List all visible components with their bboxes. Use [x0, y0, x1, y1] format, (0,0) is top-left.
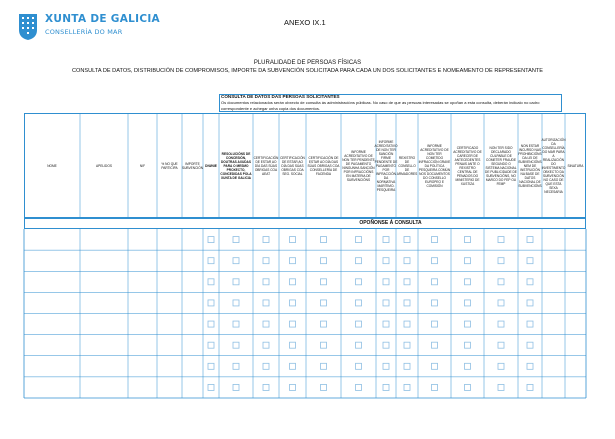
oppose-checkbox[interactable] [432, 384, 438, 390]
oppose-checkbox[interactable] [383, 321, 389, 327]
column-header: NON ESTAR INCURSO NAS PROHIBICIÓNS DA LEI DE SUBVENCIÓNS NEM DE INSTRUCIÓN NA BASE DE DATOS NACIONAL DE SUBVENCIÓNS [518, 143, 542, 188]
oppose-checkbox[interactable] [290, 300, 296, 306]
column-header: NOME [47, 163, 57, 168]
column-header: CERTIFICACIÓN DE ESTAR AO DÍA DAS SÚAS OBRIGAS COA CONSELLERÍA DE FACENDA [307, 155, 340, 176]
oppose-checkbox[interactable] [321, 279, 327, 285]
org-name: XUNTA DE GALICIA [45, 13, 160, 25]
oppose-checkbox[interactable] [208, 384, 214, 390]
oppose-checkbox[interactable] [404, 300, 410, 306]
document-subtitle: CONSULTA DE DATOS, DISTRIBUCIÓN DE COMPROMISOS, IMPORTE DA SUBVENCIÓN SOLICITADA PARA CADA UN DOS SOLICITANTES E NOMEAMENTO DE REPRESENTANTE [71, 68, 544, 74]
oppose-checkbox[interactable] [356, 237, 362, 243]
oppose-checkbox[interactable] [498, 300, 504, 306]
oppose-checkbox[interactable] [356, 342, 362, 348]
column-header: CERTIFICACIÓN DE ESTAR AO DÍA DAS SÚAS OBRIGAS COA SEG. SOCIAL [280, 155, 305, 176]
oppose-checkbox[interactable] [208, 363, 214, 369]
oppose-checkbox[interactable] [263, 279, 269, 285]
column-header: NIF [139, 163, 146, 168]
oppose-checkbox[interactable] [432, 321, 438, 327]
oppose-checkbox[interactable] [321, 363, 327, 369]
oppose-checkbox[interactable] [356, 279, 362, 285]
oppose-checkbox[interactable] [356, 363, 362, 369]
oppose-checkbox[interactable] [404, 363, 410, 369]
oppose-checkbox[interactable] [233, 258, 239, 264]
oppose-checkbox[interactable] [527, 279, 533, 285]
oppose-checkbox[interactable] [321, 384, 327, 390]
oppose-checkbox[interactable] [290, 279, 296, 285]
oppose-checkbox[interactable] [263, 258, 269, 264]
oppose-checkbox[interactable] [404, 342, 410, 348]
oppose-checkbox[interactable] [465, 384, 471, 390]
oppose-checkbox[interactable] [233, 342, 239, 348]
oppose-checkbox[interactable] [498, 363, 504, 369]
oppose-checkbox[interactable] [263, 342, 269, 348]
oppose-checkbox[interactable] [404, 237, 410, 243]
oppose-checkbox[interactable] [208, 258, 214, 264]
oppose-checkbox[interactable] [465, 279, 471, 285]
oppose-checkbox[interactable] [233, 321, 239, 327]
oppose-checkbox[interactable] [263, 321, 269, 327]
oppose-checkbox[interactable] [383, 237, 389, 243]
column-header: APELIDOS [96, 163, 112, 168]
oppose-checkbox[interactable] [465, 258, 471, 264]
oppose-checkbox[interactable] [383, 279, 389, 285]
oppose-checkbox[interactable] [527, 342, 533, 348]
column-header: INFORME ACREDITATIVO DE NON TER PENDENTE DE PAGAMENTO NINGUNHA SANCIÓN POR INFRACCIÓNS EN MATERIA DE SUBVENCIÓNS [342, 149, 375, 182]
column-header: REXISTRO DE CONSELLO DE ARMADORES [396, 155, 418, 176]
oppose-checkbox[interactable] [498, 321, 504, 327]
oppose-checkbox[interactable] [321, 237, 327, 243]
oppose-checkbox[interactable] [404, 279, 410, 285]
oppose-label: OPOÑONSE Á CONSULTA [359, 220, 422, 226]
oppose-checkbox[interactable] [498, 342, 504, 348]
oppose-checkbox[interactable] [321, 258, 327, 264]
oppose-checkbox[interactable] [208, 321, 214, 327]
oppose-checkbox[interactable] [527, 258, 533, 264]
oppose-checkbox[interactable] [498, 258, 504, 264]
column-header: SINATURA [567, 163, 584, 168]
document-title: PLURALIDADE DE PERSOAS FÍSICAS [253, 60, 362, 66]
oppose-checkbox[interactable] [432, 342, 438, 348]
oppose-checkbox[interactable] [383, 258, 389, 264]
column-header: CERTIFICACIÓN DE ESTAR AO DÍA DAS SÚAS OBRIGAS COA AEAT [253, 155, 279, 176]
oppose-checkbox[interactable] [233, 279, 239, 285]
oppose-checkbox[interactable] [356, 258, 362, 264]
column-header: % NO QUE PARTICIPA [161, 161, 178, 170]
oppose-checkbox[interactable] [356, 384, 362, 390]
oppose-checkbox[interactable] [432, 237, 438, 243]
column-header: NON TER SIDO DECLARADO CULPABLE DE COMETER FRAUDE SEGUNDO O SISTEMA NACIONAL DE PUBLICIDADE DE SUBVENCIÓNS, NO MARCO DO FEP OU FEMP [485, 145, 517, 186]
oppose-checkbox[interactable] [527, 237, 533, 243]
oppose-checkbox[interactable] [233, 384, 239, 390]
consulta-text: Os documentos relacionados serán obxecto de consulta ás administracións públicas. No caso de que as persoas interesadas se opoñan a esta consulta, deberán indicalo no cadro correspondente e achegar unha copia dos documentos. [221, 100, 540, 111]
column-header: CERTIFICADO ACREDITATIVO DE CARECER DE ANTECEDENTES PENAIS ANTE O REXISTRO CENTRAL DE PENADOS DO MINISTERIO DE XUSTIZA [453, 145, 482, 186]
column-header: INFORME ACREDITATIVO DE NON TER COMETIDO INFRACCIÓN GRAVE DA POLÍTICA PESQUEIRA COMÚN NOS DOCUMENTOS DO CONSELLO EUROPEO E COMISIÓN [418, 143, 451, 188]
oppose-checkbox[interactable] [432, 300, 438, 306]
oppose-checkbox[interactable] [208, 279, 214, 285]
oppose-checkbox[interactable] [356, 321, 362, 327]
oppose-checkbox[interactable] [383, 300, 389, 306]
oppose-checkbox[interactable] [432, 258, 438, 264]
oppose-checkbox[interactable] [404, 321, 410, 327]
column-header: IMPORTE SUBVENCIÓN [181, 161, 204, 170]
column-header: RESOLUCIÓNS DE CONCESIÓN, DOUTRAS AXUDAS PARA O MESMO PROXECTO, CONCEDIDAS POLA XUNTA DE GALICIA [220, 151, 252, 180]
oppose-checkbox[interactable] [432, 279, 438, 285]
oppose-checkbox[interactable] [321, 321, 327, 327]
oppose-checkbox[interactable] [208, 342, 214, 348]
oppose-checkbox[interactable] [465, 342, 471, 348]
oppose-checkbox[interactable] [498, 237, 504, 243]
oppose-checkbox[interactable] [290, 384, 296, 390]
oppose-checkbox[interactable] [527, 363, 533, 369]
oppose-checkbox[interactable] [290, 321, 296, 327]
oppose-checkbox[interactable] [465, 237, 471, 243]
oppose-checkbox[interactable] [233, 237, 239, 243]
oppose-checkbox[interactable] [404, 258, 410, 264]
oppose-checkbox[interactable] [233, 300, 239, 306]
oppose-checkbox[interactable] [208, 300, 214, 306]
oppose-checkbox[interactable] [263, 384, 269, 390]
oppose-checkbox[interactable] [290, 237, 296, 243]
oppose-checkbox[interactable] [290, 258, 296, 264]
oppose-checkbox[interactable] [498, 279, 504, 285]
column-header: DNI/NIE [205, 163, 217, 168]
column-header: INFORME ACREDITATIVO DE NON TER SANCIÓN FIRME PENDENTE DE PAGAMENTO POR INFRACCIÓN DA NORMATIVA MARÍTIMO-PESQUEIRA [374, 139, 398, 192]
oppose-checkbox[interactable] [465, 300, 471, 306]
oppose-checkbox[interactable] [527, 321, 533, 327]
oppose-checkbox[interactable] [527, 300, 533, 306]
oppose-checkbox[interactable] [527, 384, 533, 390]
oppose-checkbox[interactable] [465, 363, 471, 369]
oppose-checkbox[interactable] [208, 237, 214, 243]
oppose-checkbox[interactable] [383, 363, 389, 369]
oppose-checkbox[interactable] [263, 237, 269, 243]
consulta-title: CONSULTA DE DATOS DAS PERSOAS SOLICITANTES [221, 94, 340, 99]
oppose-checkbox[interactable] [356, 300, 362, 306]
oppose-checkbox[interactable] [321, 342, 327, 348]
oppose-checkbox[interactable] [290, 363, 296, 369]
oppose-checkbox[interactable] [432, 363, 438, 369]
org-department: CONSELLERÍA DO MAR [45, 28, 123, 36]
oppose-checkbox[interactable] [465, 321, 471, 327]
column-header: AUTORIZACIÓN DA CONSELLERÍA DO MAR PARA A REALIZACIÓN DO INVESTIMENTO OBXECTO DA SUBVENCIÓN NO CASO DE QUE ESTA SEXA NECESARIA [541, 137, 566, 194]
oppose-checkbox[interactable] [498, 384, 504, 390]
oppose-checkbox[interactable] [263, 300, 269, 306]
oppose-checkbox[interactable] [263, 363, 269, 369]
oppose-checkbox[interactable] [383, 342, 389, 348]
oppose-checkbox[interactable] [404, 384, 410, 390]
oppose-checkbox[interactable] [233, 363, 239, 369]
oppose-checkbox[interactable] [290, 342, 296, 348]
oppose-checkbox[interactable] [321, 300, 327, 306]
annex-label: ANEXO IX.1 [284, 18, 326, 27]
oppose-checkbox[interactable] [383, 384, 389, 390]
